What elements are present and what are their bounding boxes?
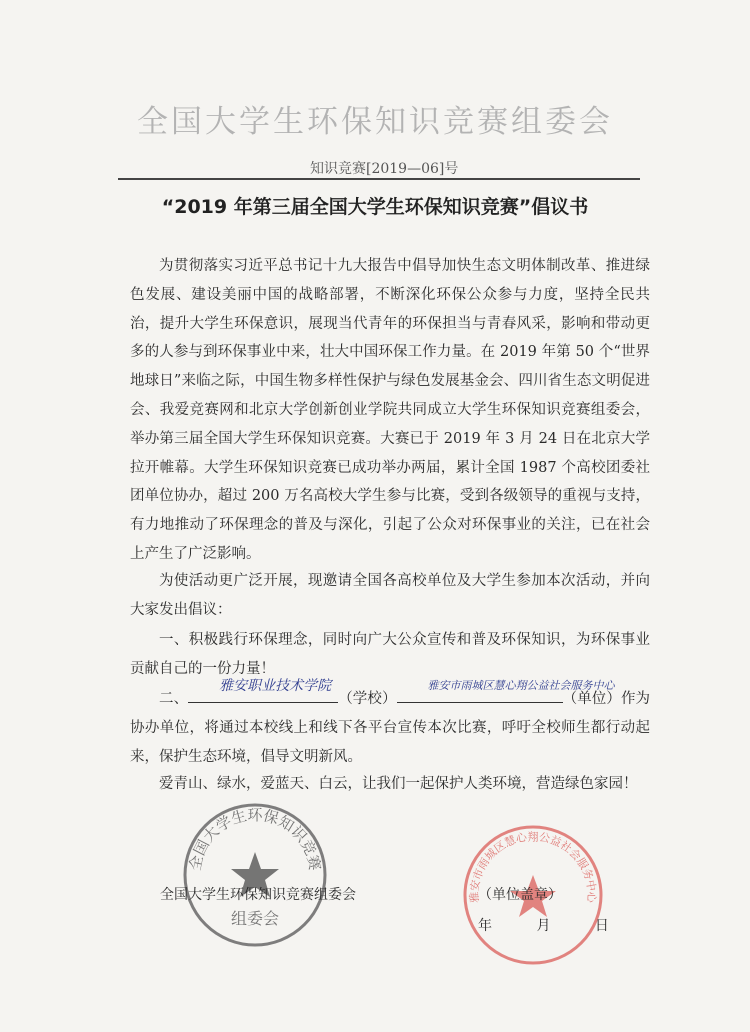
- proposal-2-rest: 作为协办单位，将通过本校线上和线下各平台宣传本次比赛，呼吁全校师生都行动起来，保护生态环境，倡导文明新风。: [130, 691, 651, 765]
- school-suffix: （学校）: [338, 691, 397, 707]
- paragraph-closing: 爱青山、绿水，爱蓝天、白云，让我们一起保护人类环境，营造绿色家园！: [159, 776, 638, 792]
- paragraph-proposal-1: 一、积极践行环保理念，同时向广大公众宣传和普及环保知识，为环保事业贡献自己的一份力量！: [130, 632, 650, 677]
- proposal-2-prefix: 二、: [159, 691, 189, 707]
- doc-number: 知识竞赛[2019—06]号: [310, 161, 459, 177]
- date-month: 月: [536, 918, 551, 934]
- paragraph-intro: 为贯彻落实习近平总书记十九大报告中倡导加快生态文明体制改革、推进绿色发展、建设美丽中国的战略部署，不断深化环保公众参与力度，坚持全民共治，提升大学生环保意识，展现当代青年的环保担当与青春风采，影响和带动更多的人参与到环保事业中来，壮大中国环保工作力量。在 2019 年第 50 个“世界地球日”来临之际，中国生物多样性保护与绿色发展基金会、四川省生态文明促进会、我爱竞赛网和北京大学创新创业学院共同成立大学生环保知识竞赛组委会，举办第三届全国大学生环保知识竞赛。大赛已于 2019 年 3 月 24 日在北京大学拉开帷幕。大学生环保知识竞赛已成功举办两届，累计全国 1987 个高校团委社团单位协办，超过 200 万名高校大学生参与比赛，受到各级领导的重视与支持，有力地推动了环保理念的普及与深化，引起了公众对环保事业的关注，已在社会上产生了广泛影响。: [130, 258, 650, 562]
- committee-seal: [180, 800, 330, 950]
- school-blank: [188, 678, 338, 703]
- signature-unit-seal-label: （单位盖章）: [478, 887, 562, 903]
- committee-seal-text: 全国大学生环保知识竞赛: [185, 805, 325, 873]
- date-year: 年: [478, 918, 492, 934]
- date-day: 日: [594, 918, 609, 934]
- signature-organization: 全国大学生环保知识竞赛组委会: [160, 887, 356, 903]
- unit-suffix: （单位）: [562, 691, 621, 707]
- paragraph-invitation: 为使活动更广泛开展，现邀请全国各高校单位及大学生参加本次活动，并向大家发出倡议：: [130, 573, 650, 618]
- main-title: “2019 年第三届全国大学生环保知识竞赛”倡议书: [161, 196, 589, 218]
- unit-handwritten: 雅安市雨城区慧心翔公益社会服务中心: [427, 679, 615, 693]
- committee-seal-center: 组委会: [230, 909, 280, 928]
- date-line: [478, 915, 609, 935]
- school-handwritten: 雅安职业技术学院: [219, 678, 332, 695]
- org-title: 全国大学生环保知识竞赛组委会: [137, 104, 613, 140]
- header-rule: [118, 178, 640, 180]
- unit-seal-text: 雅安市雨城区慧心翔公益社会服务中心: [467, 830, 599, 903]
- paragraph-proposal-2: [130, 678, 651, 771]
